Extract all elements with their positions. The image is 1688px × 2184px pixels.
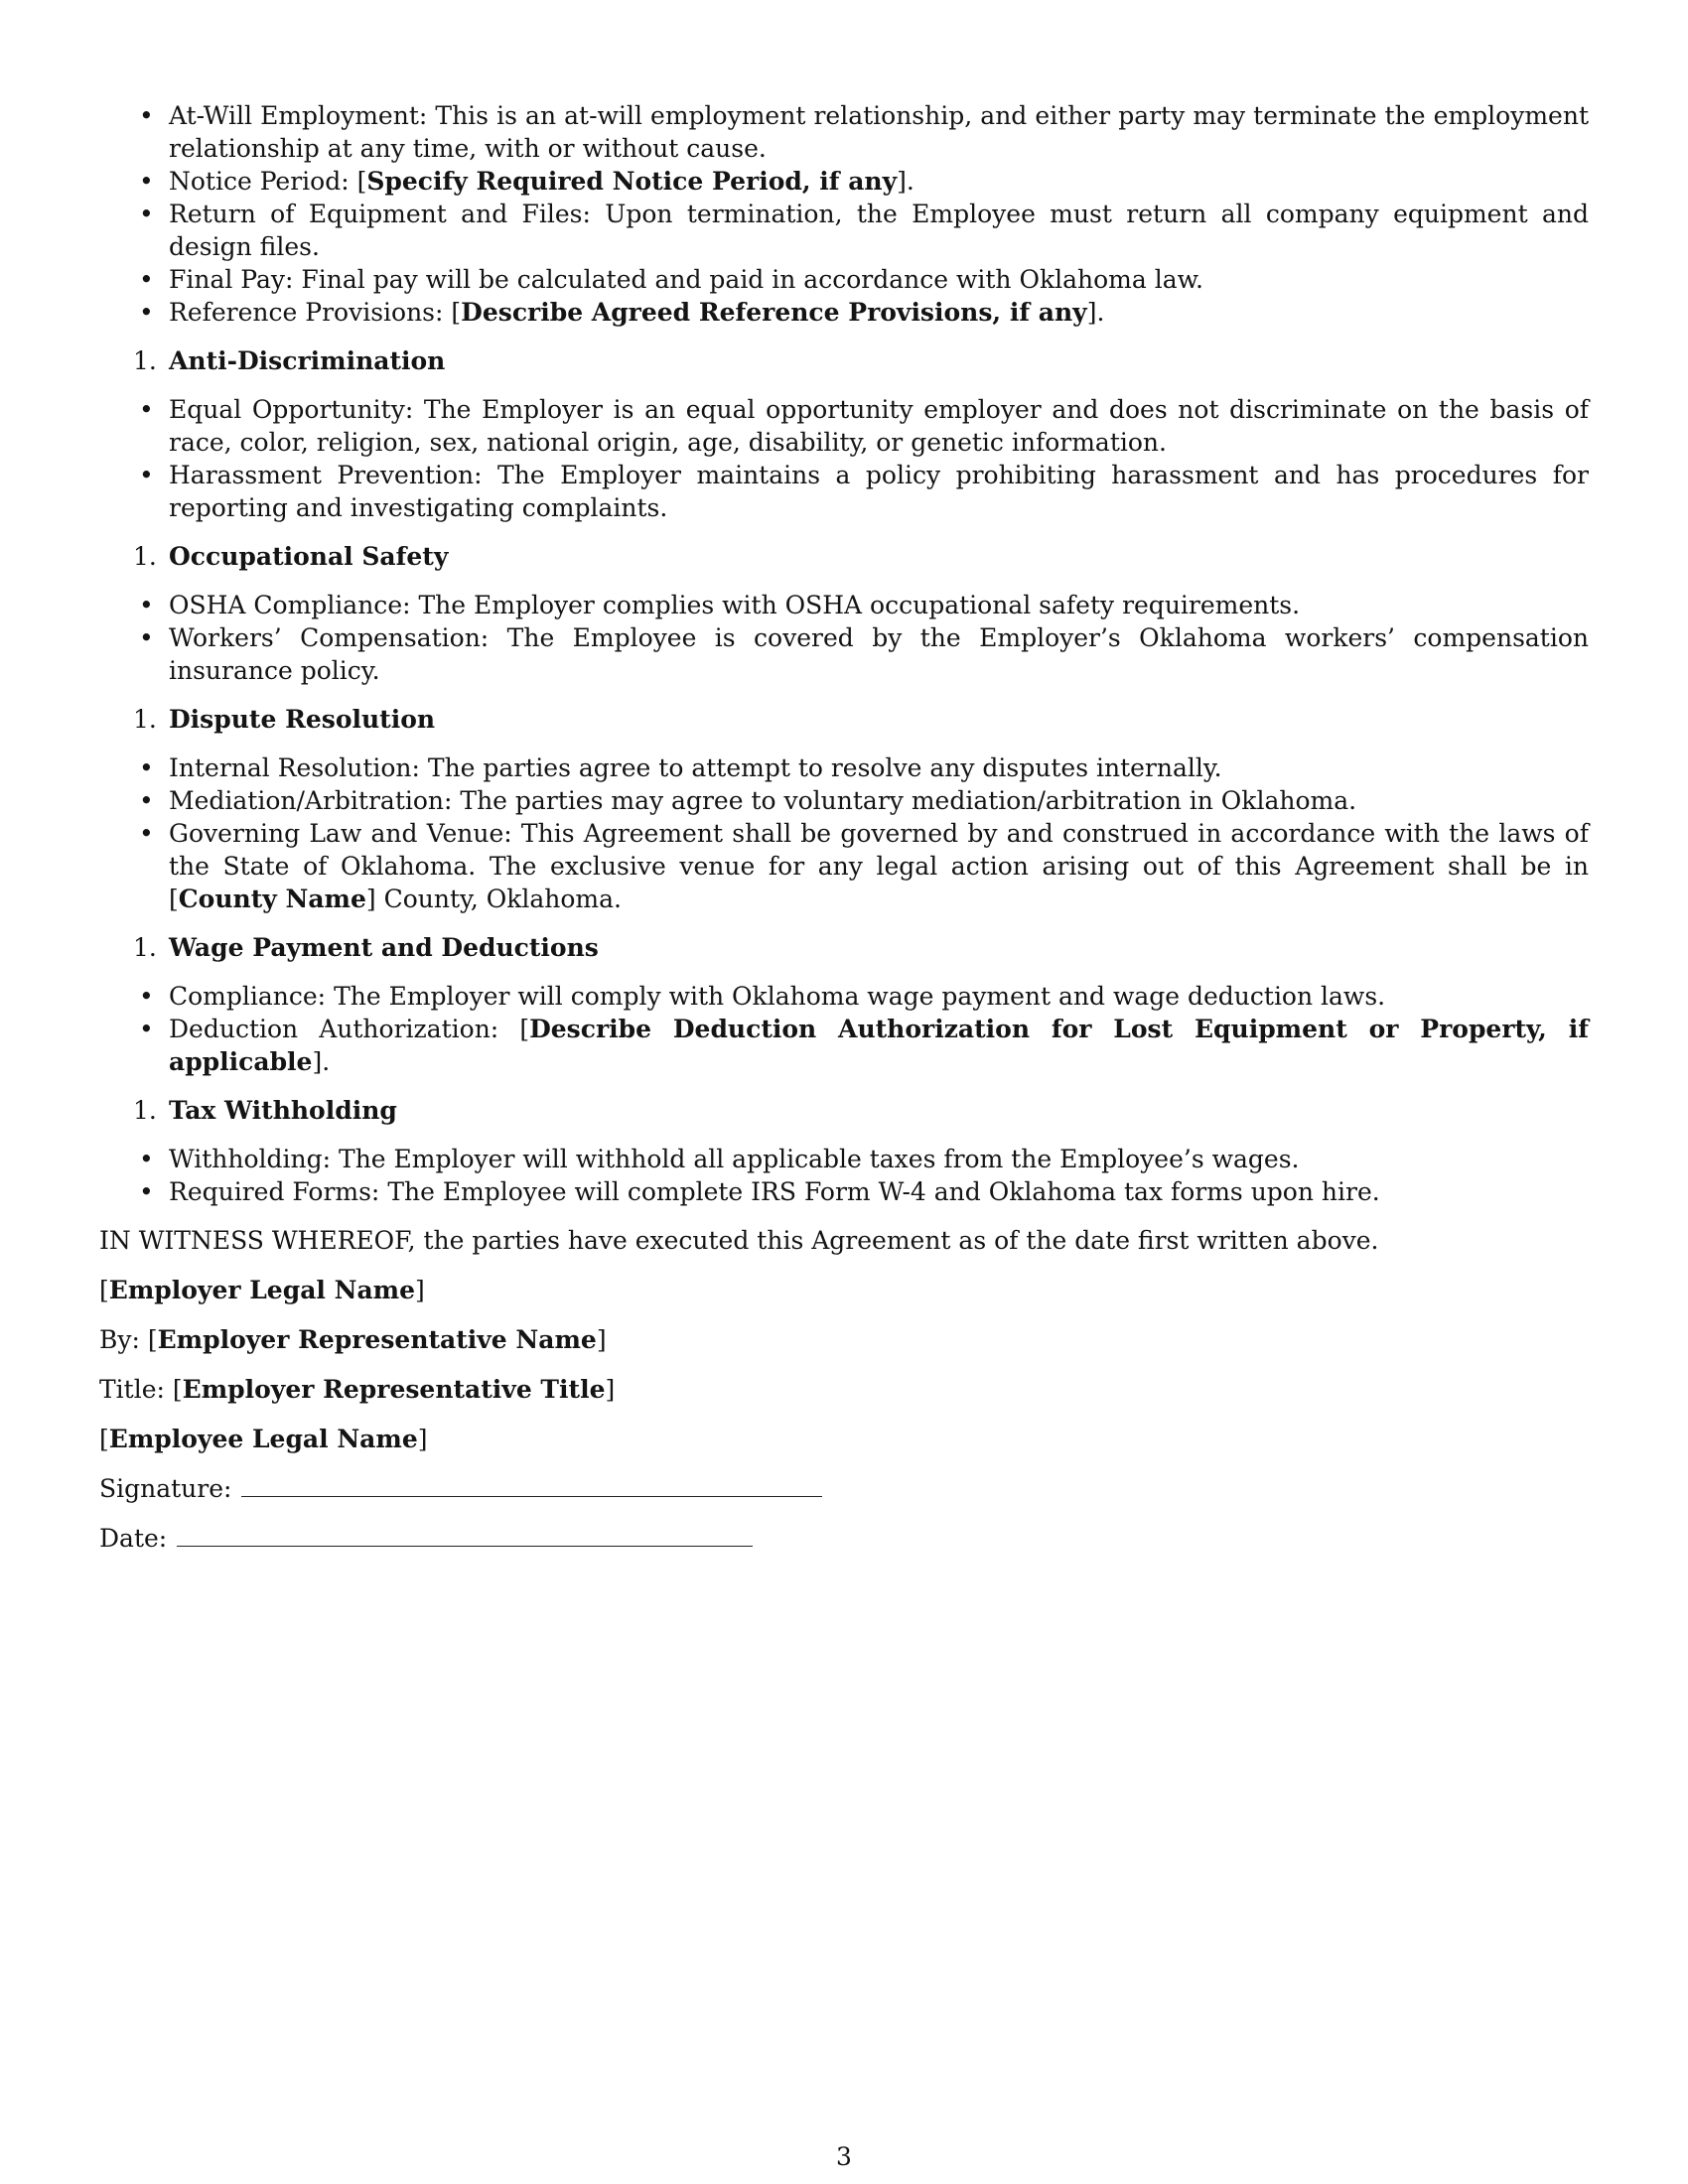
- dispute-resolution-list: [99, 751, 1589, 915]
- list-item: • Deduction Authorization: [Describe Deduction Authorization for Lost Equipment or Property, if applicable].: [99, 1013, 1589, 1078]
- item-text: Upon termination, the Employee must return all company equipment and design files.: [169, 200, 1589, 261]
- section-heading-occupational-safety: 1. Occupational Safety: [133, 542, 449, 571]
- item-label: Internal Resolution:: [169, 753, 420, 782]
- item-label: At-Will Employment:: [169, 101, 428, 130]
- list-item: [99, 1175, 1589, 1208]
- witness-statement: IN WITNESS WHEREOF, the parties have executed this Agreement as of the date first written above.: [99, 1226, 1379, 1255]
- item-label: Final Pay:: [169, 265, 294, 294]
- item-text: The parties may agree to voluntary mediation/arbitration in Oklahoma.: [460, 786, 1357, 815]
- section-heading-tax-withholding: 1. Tax Withholding: [133, 1096, 397, 1125]
- placeholder-field: County Name: [178, 885, 366, 913]
- list-item: [99, 263, 1589, 296]
- item-text: The Employer will comply with Oklahoma wage payment and wage deduction laws.: [334, 982, 1386, 1011]
- placeholder-field: Specify Required Notice Period, if any: [366, 167, 898, 196]
- list-item: [99, 1143, 1589, 1175]
- item-label: Notice Period:: [169, 167, 350, 196]
- item-label: Mediation/Arbitration:: [169, 786, 453, 815]
- item-label: Compliance:: [169, 982, 327, 1011]
- item-label: Reference Provisions:: [169, 298, 444, 327]
- list-item: [99, 459, 1589, 524]
- employee-legal-name: [Employee Legal Name]: [99, 1425, 428, 1453]
- document-page: [99, 99, 1589, 1571]
- item-label: OSHA Compliance:: [169, 591, 411, 619]
- item-label: Withholding:: [169, 1145, 332, 1173]
- placeholder-field: Describe Agreed Reference Provisions, if any: [461, 298, 1087, 327]
- list-item: • Reference Provisions: [Describe Agreed Reference Provisions, if any].: [99, 296, 1589, 329]
- list-item: [99, 980, 1589, 1013]
- item-label: Equal Opportunity:: [169, 395, 414, 424]
- list-item: [99, 198, 1589, 263]
- signature-blank[interactable]: [241, 1472, 822, 1497]
- signature-line: Signature:: [99, 1472, 1589, 1505]
- list-item: • Governing Law and Venue: This Agreement shall be governed by and construed in accordance with the laws of the State of Oklahoma. The exclusive venue for any legal action arising out of this Agreement shall be in [County Name] County, Oklahoma.: [99, 817, 1589, 915]
- item-text: Final pay will be calculated and paid in accordance with Oklahoma law.: [301, 265, 1203, 294]
- item-label: Workers’ Compensation:: [169, 623, 490, 652]
- date-blank[interactable]: [177, 1522, 753, 1547]
- item-text: The Employer complies with OSHA occupational safety requirements.: [418, 591, 1301, 619]
- termination-list: [99, 99, 1589, 329]
- tax-withholding-list: [99, 1143, 1589, 1208]
- section-heading-dispute-resolution: 1. Dispute Resolution: [133, 705, 436, 734]
- list-item: [99, 751, 1589, 784]
- list-item: [99, 99, 1589, 165]
- item-label: Governing Law and Venue:: [169, 819, 512, 848]
- list-item: • Notice Period: [Specify Required Notice Period, if any].: [99, 165, 1589, 198]
- list-item: [99, 784, 1589, 817]
- date-line: Date:: [99, 1522, 1589, 1555]
- item-text: This is an at-will employment relationship, and either party may terminate the employment relationship at any time, with or without cause.: [169, 101, 1589, 163]
- placeholder-field: Describe Deduction Authorization for Lost Equipment or Property, if applicable: [169, 1015, 1589, 1076]
- list-item: [99, 589, 1589, 621]
- item-text: The Employee will complete IRS Form W-4 and Oklahoma tax forms upon hire.: [387, 1177, 1380, 1206]
- anti-discrimination-list: [99, 393, 1589, 524]
- item-label: Return of Equipment and Files:: [169, 200, 591, 228]
- employer-representative-line: By: [Employer Representative Name]: [99, 1325, 607, 1354]
- item-label: Required Forms:: [169, 1177, 380, 1206]
- wage-payment-list: [99, 980, 1589, 1078]
- item-text: The parties agree to attempt to resolve any disputes internally.: [427, 753, 1222, 782]
- employer-representative-title-line: Title: [Employer Representative Title]: [99, 1375, 616, 1404]
- item-text: The Employee is covered by the Employer’s Oklahoma workers’ compensation insurance policy.: [169, 623, 1589, 685]
- employer-legal-name: [Employer Legal Name]: [99, 1276, 425, 1304]
- section-heading-anti-discrimination: 1. Anti-Discrimination: [133, 346, 446, 375]
- item-text: The Employer maintains a policy prohibiting harassment and has procedures for reporting and investigating complaints.: [169, 461, 1589, 522]
- section-heading-wage-payment: 1. Wage Payment and Deductions: [133, 933, 599, 962]
- list-item: [99, 393, 1589, 459]
- item-text: The Employer will withhold all applicable taxes from the Employee’s wages.: [339, 1145, 1300, 1173]
- page-number: 3: [836, 2142, 852, 2171]
- list-item: [99, 621, 1589, 687]
- item-text: The Employer is an equal opportunity employer and does not discriminate on the basis of race, color, religion, sex, national origin, age, disability, or genetic information.: [169, 395, 1589, 457]
- occupational-safety-list: [99, 589, 1589, 687]
- item-label: Deduction Authorization:: [169, 1015, 499, 1043]
- item-label: Harassment Prevention:: [169, 461, 483, 489]
